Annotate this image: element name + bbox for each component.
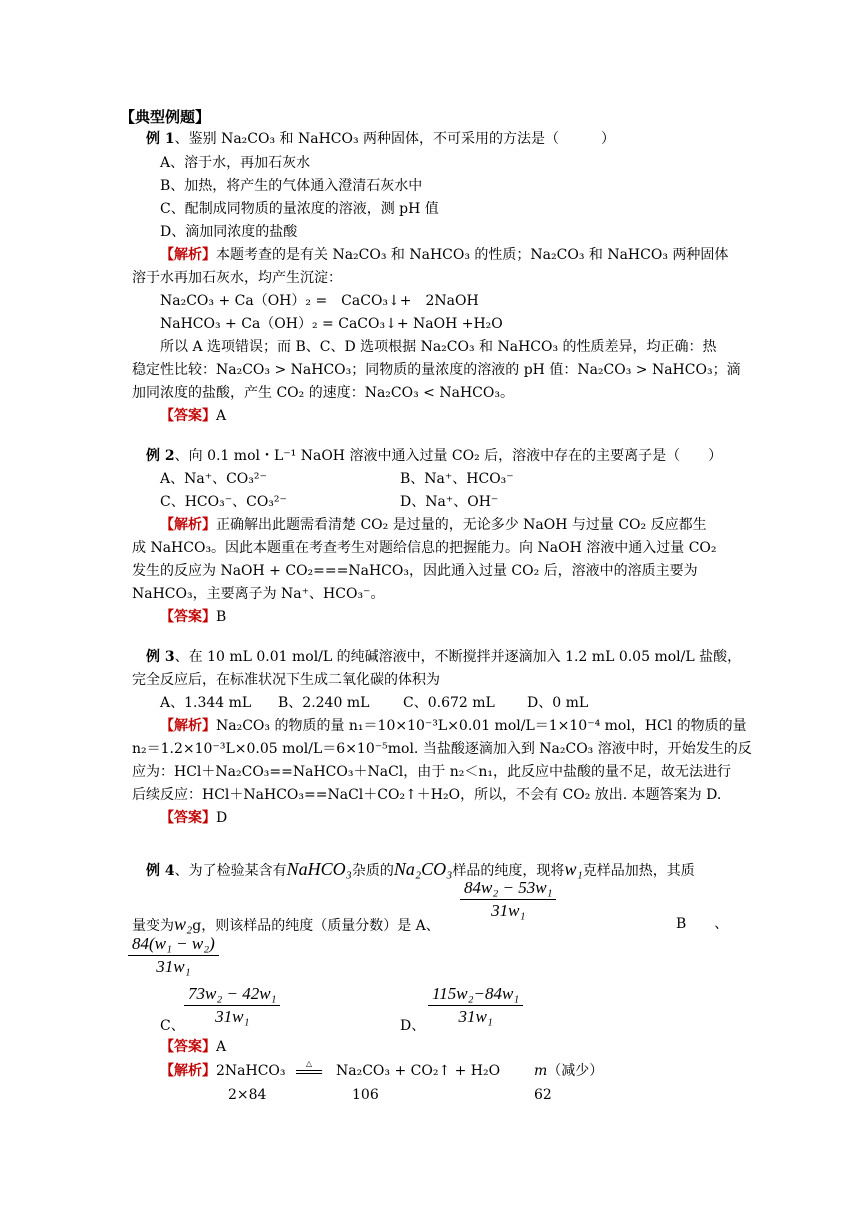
mass-product: 106 [352, 1087, 379, 1103]
analysis-line: 稳定性比较：Na₂CO₃ > NaHCO₃；同物质的量浓度的溶液的 pH 值：Na₂CO₃ > NaHCO₃；滴 [132, 362, 741, 378]
arrow-line-top [296, 1070, 322, 1071]
option-d: D、0 mL [527, 695, 589, 711]
option-d-fraction [428, 983, 523, 1028]
w1-symbol: w₁ [564, 859, 583, 879]
analysis-line: 应为：HCl＋Na₂CO₃==NaHCO₃＋NaCl，由于 n₂＜n₁，此反应中盐酸的量不足，故无法进行 [132, 764, 731, 780]
answer-line: 【答案】A [160, 1039, 227, 1055]
analysis-tag: 【解析】 [160, 1063, 216, 1079]
numerator: 84(w₁ − w₂) [128, 933, 219, 956]
example-3-question: 例 3、在 10 mL 0.01 mol/L 的纯碱溶液中，不断搅拌并逐滴加入 1.2 mL 0.05 mol/L 盐酸， [146, 649, 742, 665]
analysis-line: 【解析】本题考查的是有关 Na₂CO₃ 和 NaHCO₃ 的性质；Na₂CO₃ 和 NaHCO₃ 两种固体 [160, 247, 729, 263]
analysis-line: 【解析】Na₂CO₃ 的物质的量 n₁＝10×10⁻³L×0.01 mol/L＝1×10⁻⁴ mol，HCl 的物质的量 [160, 718, 747, 734]
option-c-label: C、 [160, 1018, 185, 1034]
option-b-label: B 、 [676, 916, 729, 932]
products: Na₂CO₃ + CO₂↑ + H₂O [336, 1063, 501, 1079]
mass-diff: 62 [534, 1087, 552, 1103]
analysis-line: NaHCO₃，主要离子为 Na⁺、HCO₃⁻。 [132, 586, 385, 602]
equation-1: Na₂CO₃ + Ca（OH）₂ = CaCO₃↓+ 2NaOH [160, 293, 479, 309]
denominator: 31w₁ [458, 1007, 493, 1026]
w2-symbol: w₂ [174, 914, 193, 934]
answer-tag: 【答案】 [160, 408, 216, 424]
analysis-line: 加同浓度的盐酸，产生 CO₂ 的速度：Na₂CO₃ < NaHCO₃。 [132, 385, 514, 401]
option-d: D、滴加同浓度的盐酸 [160, 224, 298, 240]
option-d-label: D、 [400, 1018, 426, 1034]
delta-m: m [534, 1063, 548, 1079]
answer-line: 【答案】B [160, 609, 227, 625]
example-label: 例 2 [146, 448, 175, 464]
option-c: C、配制成同物质的量浓度的溶液，测 pH 值 [160, 201, 439, 217]
answer-tag: 【答案】 [160, 1039, 216, 1055]
question-line: 量变为w₂g，则该样品的纯度（质量分数）是 A、 [132, 914, 440, 934]
example-4-question: 例 4、为了检验某含有NaHCO₃杂质的Na₂CO₃样品的纯度，现将w₁克样品加热，其质 [146, 859, 695, 879]
example-label: 例 3 [146, 649, 175, 665]
example-label: 例 1 [146, 131, 175, 147]
analysis-line: 后续反应：HCl＋NaHCO₃==NaCl＋CO₂↑＋H₂O，所以，不会有 CO₂ 放出. 本题答案为 D. [132, 787, 722, 803]
section-title: 【典型例题】 [120, 108, 211, 126]
option-c-fraction [184, 983, 280, 1028]
option-b: B、2.240 mL [278, 695, 370, 711]
analysis-line: 溶于水再加石灰水，均产生沉淀： [132, 270, 342, 286]
denominator: 31w₁ [156, 957, 191, 976]
analysis-tag: 【解析】 [160, 247, 216, 263]
example-2-question: 例 2、向 0.1 mol・L⁻¹ NaOH 溶液中通入过量 CO₂ 后，溶液中存在的主要离子是（ ） [146, 448, 723, 464]
analysis-tag: 【解析】 [160, 517, 216, 533]
analysis-line [160, 1060, 286, 1082]
option-a-fraction [460, 877, 556, 922]
analysis-line: 所以 A 选项错误；而 B、C、D 选项根据 Na₂CO₃ 和 NaHCO₃ 的性质差异，均正确：热 [160, 339, 717, 355]
numerator: 73w₂ − 42w₁ [184, 983, 280, 1006]
answer-line: 【答案】D [160, 810, 228, 826]
option-b: B、Na⁺、HCO₃⁻ [400, 471, 514, 487]
heat-symbol: △ [305, 1059, 313, 1068]
equation-2: NaHCO₃ + Ca（OH）₂ = CaCO₃↓+ NaOH +H₂O [160, 316, 503, 332]
mass-reactant: 2×84 [228, 1087, 267, 1103]
numerator: 115w₂−84w₁ [428, 983, 523, 1006]
option-c: C、HCO₃⁻、CO₃²⁻ [160, 494, 287, 510]
analysis-line: 成 NaHCO₃。因此本题重在考查考生对题给信息的把握能力。向 NaOH 溶液中通入过量 CO₂ [132, 540, 717, 556]
option-a: A、Na⁺、CO₃²⁻ [160, 471, 267, 487]
analysis-line: 发生的反应为 NaOH + CO₂===NaHCO₃，因此通入过量 CO₂ 后，溶液中的溶质主要为 [132, 563, 698, 579]
arrow-line-bottom [296, 1073, 322, 1074]
answer-tag: 【答案】 [160, 810, 216, 826]
analysis-line: 【解析】正确解出此题需看清楚 CO₂ 是过量的，无论多少 NaOH 与过量 CO₂ 反应都生 [160, 517, 707, 533]
na2co3-formula: Na₂CO₃ [393, 859, 453, 879]
answer-line: 【答案】A [160, 408, 227, 424]
analysis-line: n₂＝1.2×10⁻³L×0.05 mol/L＝6×10⁻⁵mol. 当盐酸逐滴加入到 Na₂CO₃ 溶液中时，开始发生的反 [132, 741, 752, 757]
denominator: 31w₁ [491, 901, 526, 920]
mass-change: m（减少） [534, 1063, 604, 1079]
option-d: D、Na⁺、OH⁻ [400, 494, 499, 510]
analysis-tag: 【解析】 [160, 718, 216, 734]
example-1-question: 例 1、鉴别 Na₂CO₃ 和 NaHCO₃ 两种固体，不可采用的方法是（ ） [146, 131, 616, 147]
option-b-fraction [128, 933, 219, 978]
option-c: C、0.672 mL [403, 695, 495, 711]
question-line: 完全反应后，在标准状况下生成二氧化碳的体积为 [132, 672, 440, 688]
reactant: 2NaHCO₃ [216, 1063, 286, 1079]
denominator: 31w₁ [215, 1007, 250, 1026]
answer-tag: 【答案】 [160, 609, 216, 625]
example-label: 例 4 [146, 863, 175, 879]
nahco3-formula: NaHCO₃ [286, 859, 352, 879]
option-a: A、1.344 mL [160, 695, 252, 711]
option-b: B、加热，将产生的气体通入澄清石灰水中 [160, 178, 423, 194]
option-a: A、溶于水，再加石灰水 [160, 155, 311, 171]
heating-arrow [296, 1060, 322, 1080]
numerator: 84w₂ − 53w₁ [460, 877, 556, 900]
